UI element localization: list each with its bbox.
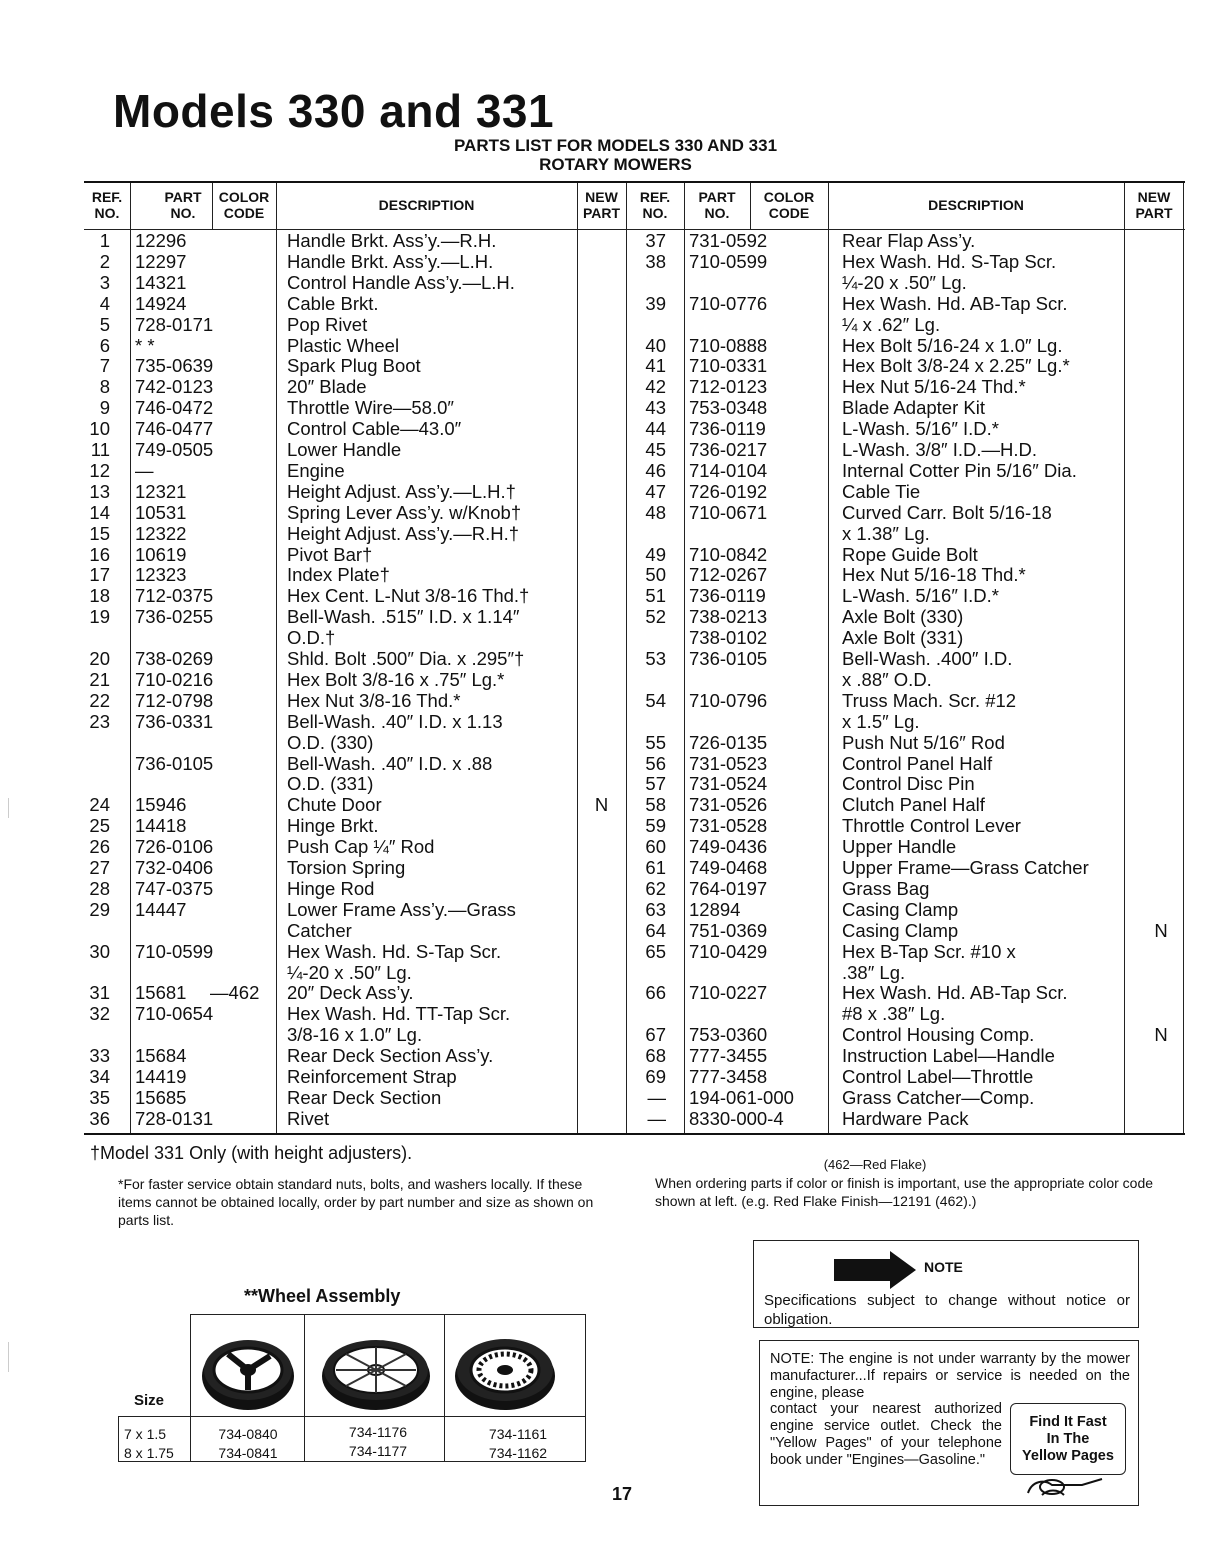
wheel-size-label: Size <box>134 1392 165 1409</box>
part-description: L-Wash. 5/16″ I.D.* <box>842 418 1000 440</box>
ref-number: 54 <box>645 689 666 711</box>
part-description: Rear Deck Section Ass’y. <box>287 1045 494 1067</box>
subtitle-line-1: PARTS LIST FOR MODELS 330 AND 331 <box>453 136 778 155</box>
part-description: Throttle Control Lever <box>842 815 1021 837</box>
part-description: Hex B-Tap Scr. #10 x <box>842 940 1016 962</box>
ref-number: 18 <box>89 585 110 607</box>
ref-number: 67 <box>645 1024 666 1046</box>
wheel-assembly-title: **Wheel Assembly <box>244 1286 401 1306</box>
ref-number: 14 <box>89 501 110 523</box>
wheel-part-2-1: 734-1176 <box>348 1424 408 1440</box>
part-number: 710-0216 <box>135 668 214 690</box>
plastic-wheel-icon-1 <box>198 1332 298 1412</box>
wheel-col-divider <box>304 1314 305 1462</box>
part-number: 710-0227 <box>689 982 768 1004</box>
ref-number: 1 <box>99 230 110 251</box>
part-description: Hinge Rod <box>287 877 375 899</box>
ref-number: 53 <box>645 648 666 669</box>
part-number: 15681 <box>135 982 187 1004</box>
part-description: Control Cable—43.0″ <box>287 418 462 440</box>
ref-number: 35 <box>89 1086 110 1108</box>
part-description: Cable Brkt. <box>287 292 379 314</box>
ref-number: 51 <box>645 585 666 607</box>
ref-number: 68 <box>645 1045 666 1067</box>
part-number: 738-0213 <box>689 606 768 628</box>
part-number: 732-0406 <box>135 857 214 878</box>
ref-number: 65 <box>645 940 666 962</box>
wheel-part-2-2: 734-1177 <box>348 1443 408 1459</box>
parts-table <box>84 181 1185 1135</box>
ref-number: 12 <box>89 459 110 481</box>
ref-number: 15 <box>89 522 110 544</box>
ref-number: 21 <box>89 668 110 690</box>
part-number: 15946 <box>135 794 187 816</box>
part-number: 728-0131 <box>135 1107 214 1129</box>
part-description: O.D. (330) <box>287 731 374 753</box>
ref-number: 11 <box>90 439 110 460</box>
part-description: Hex Wash. Hd. S-Tap Scr. <box>842 250 1057 272</box>
part-number: 10531 <box>135 501 187 523</box>
part-number: 753-0348 <box>689 397 768 419</box>
ref-number: 26 <box>89 836 110 858</box>
header-new-part-2: NEW PART <box>1135 189 1173 221</box>
part-number: 731-0592 <box>689 230 768 251</box>
header-ref-2: REF. NO. <box>639 189 671 221</box>
ref-number: — <box>647 1107 666 1129</box>
part-description: Casing Clamp <box>842 919 959 941</box>
ref-number: 20 <box>89 648 110 669</box>
col-divider <box>828 183 829 1133</box>
part-number: 777-3458 <box>689 1066 768 1087</box>
part-description: Lower Frame Ass’y.—Grass <box>287 898 516 920</box>
plastic-wheel-icon-3 <box>450 1330 560 1412</box>
ref-number: 28 <box>89 877 110 899</box>
header-new-part: NEW PART <box>582 189 621 221</box>
part-description: Curved Carr. Bolt 5/16-18 <box>842 501 1052 523</box>
ref-number: 42 <box>645 376 666 398</box>
ref-number: 5 <box>99 313 110 335</box>
part-description: Push Cap ¼″ Rod <box>287 836 435 858</box>
part-description: Engine <box>287 459 345 481</box>
ref-number: 44 <box>645 418 666 440</box>
ref-number: 40 <box>645 334 666 356</box>
ref-number: 3 <box>99 271 110 293</box>
ref-number: 58 <box>645 794 666 816</box>
col-divider <box>577 183 578 1133</box>
part-description: Upper Frame—Grass Catcher <box>842 857 1089 878</box>
part-number: 736-0217 <box>689 439 768 460</box>
part-description: Spring Lever Ass’y. w/Knob† <box>287 501 522 523</box>
part-number: 710-0888 <box>689 334 768 356</box>
part-number: 738-0269 <box>135 648 214 669</box>
model-331-footnote: †Model 331 Only (with height adjusters). <box>90 1143 413 1163</box>
part-number: 710-0776 <box>689 292 768 314</box>
wheel-col-divider <box>444 1314 445 1462</box>
part-number: 736-0255 <box>135 606 214 628</box>
ref-number: 25 <box>89 815 110 837</box>
page-title: Models 330 and 331 <box>113 85 555 137</box>
part-number: 736-0119 <box>689 585 766 607</box>
part-number: 10619 <box>135 543 187 565</box>
ref-number: 39 <box>645 292 666 314</box>
part-number: 738-0102 <box>689 627 768 649</box>
part-description: Grass Bag <box>842 877 930 899</box>
part-description: Rope Guide Bolt <box>842 543 978 565</box>
part-number: 12321 <box>135 480 187 502</box>
part-description: ¼-20 x .50″ Lg. <box>287 961 412 983</box>
part-description: Rear Deck Section <box>287 1086 442 1108</box>
arrow-right-icon <box>834 1249 924 1289</box>
part-number: 12894 <box>689 898 741 920</box>
part-description: Hex Wash. Hd. AB-Tap Scr. <box>842 982 1068 1004</box>
part-description: Casing Clamp <box>842 898 959 920</box>
part-description: L-Wash. 3/8″ I.D.—H.D. <box>842 439 1038 460</box>
ref-number: 59 <box>645 815 666 837</box>
ref-number: 7 <box>99 355 110 377</box>
walking-fingers-icon <box>1022 1473 1112 1501</box>
part-description: Bell-Wash. .400″ I.D. <box>842 648 1013 669</box>
ref-number: 29 <box>89 898 110 920</box>
part-number: 731-0526 <box>689 794 768 816</box>
part-description: Shld. Bolt .500″ Dia. x .295″† <box>287 648 525 669</box>
faster-service-footnote: *For faster service obtain standard nuts, bolts, and washers locally. If these items cannot be obtained locally, order by part number and size as shown on parts list. <box>118 1176 594 1228</box>
col-divider <box>1124 183 1125 1133</box>
part-number: 751-0369 <box>689 919 768 941</box>
part-number: 746-0477 <box>135 418 214 440</box>
part-description: Pivot Bar† <box>287 543 373 565</box>
ref-number: 46 <box>645 459 666 481</box>
part-number: 736-0119 <box>689 418 766 440</box>
yellow-pages-line-1: Find It Fast <box>1029 1414 1107 1430</box>
ref-number: 60 <box>645 836 666 858</box>
part-description: Hex Wash. Hd. TT-Tap Scr. <box>287 1003 511 1025</box>
part-number: 14924 <box>135 292 187 314</box>
part-description: Hex Nut 5/16-18 Thd.* <box>842 564 1026 586</box>
part-number: 710-0599 <box>689 250 768 272</box>
part-description: Hex Cent. L-Nut 3/8-16 Thd.† <box>287 585 530 607</box>
ref-number: 50 <box>645 564 666 586</box>
part-number: 726-0106 <box>135 836 214 858</box>
part-number: 731-0524 <box>689 773 768 795</box>
part-description: #8 x .38″ Lg. <box>842 1003 946 1025</box>
ref-number: 2 <box>99 250 110 272</box>
part-number: 714-0104 <box>689 459 768 481</box>
part-number: 731-0523 <box>689 752 768 774</box>
wheel-part-3-1: 734-1161 <box>488 1426 548 1442</box>
part-description: ¼-20 x .50″ Lg. <box>842 271 967 293</box>
part-number: 726-0135 <box>689 731 768 753</box>
part-description: Catcher <box>287 919 352 941</box>
part-description: Index Plate† <box>287 564 390 586</box>
color-code: —462 <box>210 982 260 1004</box>
part-description: .38″ Lg. <box>842 961 906 983</box>
part-number: 12322 <box>135 522 187 544</box>
part-number: 742-0123 <box>135 376 214 398</box>
new-part-flag: N <box>594 794 609 816</box>
ref-number: 33 <box>89 1045 110 1067</box>
part-description: x 1.5″ Lg. <box>842 710 920 732</box>
part-number: 735-0639 <box>135 355 214 377</box>
ref-number: 4 <box>99 292 110 314</box>
ref-number: 41 <box>645 355 666 377</box>
part-number: 15685 <box>135 1086 187 1108</box>
part-number: 710-0331 <box>689 355 768 377</box>
ref-number: 9 <box>99 397 110 419</box>
part-number: 764-0197 <box>689 877 768 899</box>
part-number: 731-0528 <box>689 815 768 837</box>
part-description: 20″ Blade <box>287 376 367 398</box>
ref-number: 17 <box>89 564 110 586</box>
header-description: DESCRIPTION <box>378 197 475 213</box>
scan-mark <box>8 798 9 818</box>
part-description: Control Disc Pin <box>842 773 975 795</box>
part-description: Bell-Wash. .40″ I.D. x 1.13 <box>287 710 503 732</box>
part-description: Push Nut 5/16″ Rod <box>842 731 1005 753</box>
ref-number: 13 <box>89 480 110 502</box>
wheel-part-3-2: 734-1162 <box>488 1445 548 1461</box>
wheel-part-1-2: 734-0841 <box>218 1445 278 1461</box>
header-ref: REF. NO. <box>91 189 123 221</box>
part-number: 14321 <box>135 271 187 293</box>
part-number: * * <box>135 334 155 356</box>
part-description: Bell-Wash. .515″ I.D. x 1.14″ <box>287 606 520 628</box>
yellow-pages-line-2: In The <box>1046 1431 1090 1447</box>
part-description: Hex Wash. Hd. AB-Tap Scr. <box>842 292 1068 314</box>
part-description: Control Handle Ass’y.—L.H. <box>287 271 515 293</box>
ref-number: 61 <box>645 857 666 878</box>
part-description: Chute Door <box>287 794 382 816</box>
part-number: 749-0436 <box>689 836 768 858</box>
note-label: NOTE <box>924 1259 963 1275</box>
wheel-assembly-table <box>118 1314 586 1462</box>
specifications-note-box <box>753 1240 1139 1328</box>
part-description: Internal Cotter Pin 5/16″ Dia. <box>842 459 1077 481</box>
part-number: 728-0171 <box>135 313 214 335</box>
page-number: 17 <box>612 1484 633 1504</box>
part-number: 747-0375 <box>135 877 214 899</box>
part-description: Cable Tie <box>842 480 921 502</box>
header-part-2: PART NO. <box>698 189 736 221</box>
ref-number: 66 <box>645 982 666 1004</box>
color-code-text: When ordering parts if color or finish is important, use the appropriate color code shown at left. (e.g. Red Flake Finish—12191 (462).) <box>655 1175 1154 1209</box>
part-number: 712-0267 <box>689 564 768 586</box>
ref-number: 32 <box>89 1003 110 1025</box>
part-description: O.D. (331) <box>287 773 374 795</box>
part-description: Truss Mach. Scr. #12 <box>842 689 1017 711</box>
part-description: x .88″ O.D. <box>842 668 932 690</box>
part-description: Plastic Wheel <box>287 334 400 356</box>
part-description: Lower Handle <box>287 439 402 460</box>
part-number: 194-061-000 <box>689 1086 794 1108</box>
part-description: Axle Bolt (330) <box>842 606 964 628</box>
part-description: Handle Brkt. Ass’y.—L.H. <box>287 250 494 272</box>
part-number: 726-0192 <box>689 480 768 502</box>
part-description: Rear Flap Ass’y. <box>842 230 976 251</box>
subtitle-line-2: ROTARY MOWERS <box>539 155 692 174</box>
part-number: 710-0429 <box>689 940 768 962</box>
part-description: Control Label—Throttle <box>842 1066 1034 1087</box>
col-divider <box>1183 183 1184 1133</box>
part-description: L-Wash. 5/16″ I.D.* <box>842 585 1000 607</box>
part-description: Hex Nut 5/16-24 Thd.* <box>842 376 1026 398</box>
engine-warranty-note-box <box>759 1340 1139 1506</box>
ref-number: 52 <box>645 606 666 628</box>
ref-number: 36 <box>89 1107 110 1129</box>
part-description: 3/8-16 x 1.0″ Lg. <box>287 1024 423 1046</box>
part-description: Axle Bolt (331) <box>842 627 964 649</box>
ref-number: — <box>647 1086 666 1108</box>
part-description: Height Adjust. Ass’y.—L.H.† <box>287 480 516 502</box>
part-number: 753-0360 <box>689 1024 768 1046</box>
ref-number: 34 <box>89 1066 110 1087</box>
part-description: ¼ x .62″ Lg. <box>842 313 941 335</box>
yellow-pages-line-3: Yellow Pages <box>1022 1448 1114 1464</box>
header-divider <box>84 229 1185 230</box>
part-description: Grass Catcher—Comp. <box>842 1086 1035 1108</box>
ref-number: 6 <box>99 334 110 356</box>
ref-number: 22 <box>89 689 110 711</box>
ref-number: 56 <box>645 752 666 774</box>
part-number: 746-0472 <box>135 397 214 419</box>
ref-number: 38 <box>645 250 666 272</box>
part-number: 712-0798 <box>135 689 214 711</box>
wheel-size-2: 8 x 1.75 <box>124 1445 174 1461</box>
ref-number: 47 <box>645 480 666 502</box>
header-color: COLOR CODE <box>218 189 270 221</box>
part-description: Reinforcement Strap <box>287 1066 457 1087</box>
part-number: 710-0842 <box>689 543 768 565</box>
ref-number: 30 <box>89 940 110 962</box>
part-number: 14419 <box>135 1066 187 1087</box>
ref-number: 24 <box>89 794 110 816</box>
part-number: 712-0123 <box>689 376 768 398</box>
header-color-2: COLOR CODE <box>763 189 815 221</box>
part-number: 12297 <box>135 250 187 272</box>
ref-number: 16 <box>89 543 110 565</box>
part-number: 736-0331 <box>135 710 214 732</box>
ref-number: 27 <box>89 857 110 878</box>
part-number: 12323 <box>135 564 187 586</box>
part-description: Blade Adapter Kit <box>842 397 985 419</box>
part-description: Clutch Panel Half <box>842 794 985 816</box>
part-description: Hex Nut 3/8-16 Thd.* <box>287 689 461 711</box>
wheel-size-1: 7 x 1.5 <box>124 1426 167 1442</box>
scan-mark <box>8 1342 9 1372</box>
part-description: Spark Plug Boot <box>287 355 421 377</box>
col-divider <box>684 183 685 1133</box>
part-number: 14418 <box>135 815 187 837</box>
ref-number: 10 <box>89 418 110 440</box>
part-description: Hex Bolt 5/16-24 x 1.0″ Lg. <box>842 334 1063 356</box>
ref-number: 64 <box>645 919 666 941</box>
part-description: Throttle Wire—58.0″ <box>287 397 454 419</box>
ref-number: 63 <box>645 898 666 920</box>
ref-number: 37 <box>645 230 666 251</box>
part-description: Torsion Spring <box>287 857 406 878</box>
header-description-2: DESCRIPTION <box>928 197 1024 213</box>
part-number: 15684 <box>135 1045 187 1067</box>
ref-number: 57 <box>645 773 666 795</box>
part-number: 710-0796 <box>689 689 768 711</box>
new-part-flag: N <box>1154 919 1168 941</box>
part-number: 712-0375 <box>135 585 214 607</box>
part-description: x 1.38″ Lg. <box>842 522 930 544</box>
ref-number: 43 <box>645 397 666 419</box>
part-description: Control Panel Half <box>842 752 993 774</box>
part-description: Hex Wash. Hd. S-Tap Scr. <box>287 940 502 962</box>
ref-number: 31 <box>89 982 110 1004</box>
part-number: 14447 <box>135 898 187 920</box>
color-code-note <box>655 1156 1155 1210</box>
ref-number: 48 <box>645 501 666 523</box>
part-description: 20″ Deck Ass’y. <box>287 982 414 1004</box>
ref-number: 69 <box>645 1066 666 1087</box>
part-description: Rivet <box>287 1107 330 1129</box>
plastic-wheel-icon-2 <box>316 1332 436 1412</box>
part-description: Bell-Wash. .40″ I.D. x .88 <box>287 752 493 774</box>
part-description: Hex Bolt 3/8-16 x .75″ Lg.* <box>287 668 505 690</box>
part-description: O.D.† <box>287 627 336 649</box>
part-number: — <box>135 459 154 481</box>
part-description: Hardware Pack <box>842 1107 969 1129</box>
specifications-note-text: Specifications subject to change without notice or obligation. <box>764 1292 1130 1328</box>
part-number: 749-0505 <box>135 439 214 460</box>
ref-number: 49 <box>645 543 666 565</box>
col-divider <box>130 183 131 1133</box>
part-number: 12296 <box>135 230 187 251</box>
parts-list-subtitle <box>0 136 1213 174</box>
part-description: Instruction Label—Handle <box>842 1045 1055 1067</box>
part-number: 710-0599 <box>135 940 214 962</box>
part-number: 710-0671 <box>689 501 768 523</box>
ref-number: 55 <box>645 731 666 753</box>
part-description: Upper Handle <box>842 836 957 858</box>
part-description: Handle Brkt. Ass’y.—R.H. <box>287 230 497 251</box>
ref-number: 8 <box>99 376 110 398</box>
engine-note-text-2: contact your nearest authorized engine service outlet. Check the "Yellow Pages" of your telephone book under "Engines—Gasoline." <box>770 1401 1002 1468</box>
ref-number: 19 <box>89 606 110 628</box>
yellow-pages-badge <box>1010 1403 1126 1475</box>
wheel-part-1-1: 734-0840 <box>218 1426 278 1442</box>
part-number: 749-0468 <box>689 857 768 878</box>
ref-number: 45 <box>645 439 666 460</box>
part-number: 710-0654 <box>135 1003 214 1025</box>
new-part-flag: N <box>1154 1024 1168 1046</box>
part-number: 8330-000-4 <box>689 1107 784 1129</box>
part-description: Hinge Brkt. <box>287 815 379 837</box>
part-number: 736-0105 <box>135 752 214 774</box>
part-description: Pop Rivet <box>287 313 368 335</box>
ref-number: 62 <box>645 877 666 899</box>
part-description: Height Adjust. Ass’y.—R.H.† <box>287 522 520 544</box>
col-divider <box>276 183 277 1133</box>
part-description: Control Housing Comp. <box>842 1024 1035 1046</box>
header-part: PART NO. <box>164 189 202 221</box>
engine-note-text-1: NOTE: The engine is not under warranty by the mower manufacturer...If repairs or service is needed on the engine, please <box>770 1351 1130 1401</box>
color-code-label: (462—Red Flake) <box>823 1157 927 1172</box>
part-description: Hex Bolt 3/8-24 x 2.25″ Lg.* <box>842 355 1070 377</box>
part-number: 777-3455 <box>689 1045 768 1067</box>
part-number: 736-0105 <box>689 648 768 669</box>
wheel-row-divider <box>118 1416 586 1417</box>
ref-number: 23 <box>89 710 110 732</box>
